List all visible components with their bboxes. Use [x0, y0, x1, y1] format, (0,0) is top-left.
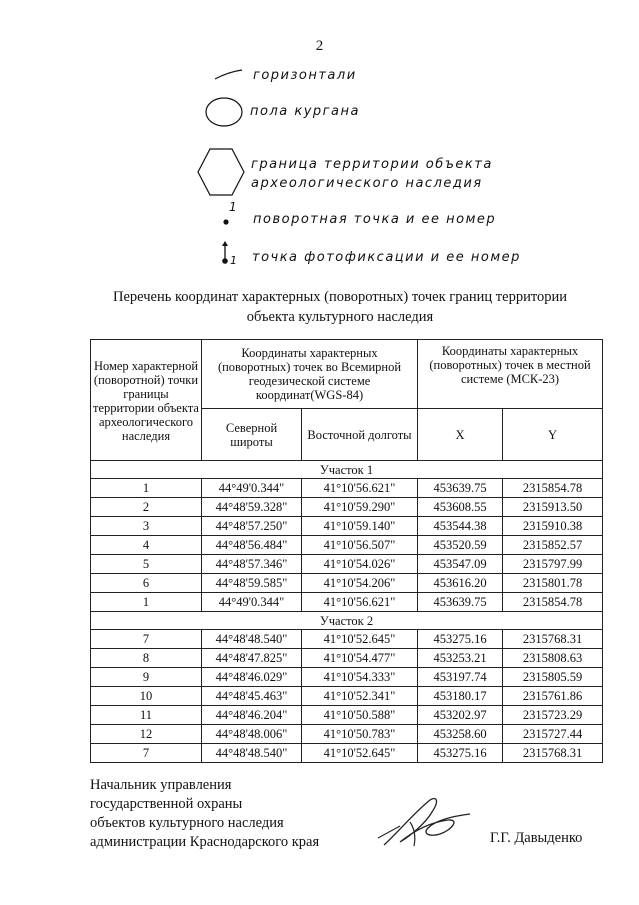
legend-item-turning-point [0, 200, 639, 240]
cell-point-number: 10 [91, 687, 202, 706]
cell-east-longitude: 41°10'56.621" [302, 479, 418, 498]
table-row [91, 725, 603, 744]
cell-point-number: 4 [91, 536, 202, 555]
section-row [91, 612, 603, 630]
section-title: Участок 1 [91, 461, 603, 479]
table-row [91, 536, 603, 555]
cell-y: 2315913.50 [503, 498, 603, 517]
legend-label-contours: горизонтали [253, 68, 357, 83]
cell-east-longitude: 41°10'50.588" [302, 706, 418, 725]
section-title: Участок 2 [91, 612, 603, 630]
cell-x: 453202.97 [418, 706, 503, 725]
signer-name: Г.Г. Давыденко [490, 830, 583, 846]
table-row [91, 630, 603, 649]
cell-point-number: 1 [91, 479, 202, 498]
table-row [91, 687, 603, 706]
cell-east-longitude: 41°10'59.140" [302, 517, 418, 536]
cell-x: 453616.20 [418, 574, 503, 593]
cell-x: 453520.59 [418, 536, 503, 555]
cell-x: 453197.74 [418, 668, 503, 687]
hexagon-boundary-icon [0, 145, 639, 200]
cell-east-longitude: 41°10'52.645" [302, 630, 418, 649]
cell-x: 453608.55 [418, 498, 503, 517]
turning-point-number: 1 [229, 200, 237, 214]
table-row [91, 744, 603, 763]
header-point-number: Номер характерной (поворотной) точки границы территории объекта археологического наследия [91, 340, 202, 461]
signer-title-line-4: администрации Краснодарского края [90, 834, 320, 850]
cell-north-latitude: 44°48'57.346" [202, 555, 302, 574]
section-row [91, 461, 603, 479]
cell-east-longitude: 41°10'56.507" [302, 536, 418, 555]
table-row [91, 649, 603, 668]
legend-label-mound: пола кургана [250, 104, 360, 119]
cell-north-latitude: 44°48'59.585" [202, 574, 302, 593]
cell-point-number: 1 [91, 593, 202, 612]
cell-point-number: 5 [91, 555, 202, 574]
table-header-row [91, 340, 603, 409]
cell-east-longitude: 41°10'54.026" [302, 555, 418, 574]
handwritten-signature [370, 790, 480, 855]
cell-x: 453253.21 [418, 649, 503, 668]
coordinates-table [90, 339, 603, 763]
cell-x: 453275.16 [418, 744, 503, 763]
signer-title-line-1: Начальник управления [90, 777, 232, 793]
cell-y: 2315852.57 [503, 536, 603, 555]
cell-north-latitude: 44°49'0.344" [202, 593, 302, 612]
cell-x: 453639.75 [418, 479, 503, 498]
cell-north-latitude: 44°48'46.204" [202, 706, 302, 725]
cell-north-latitude: 44°48'48.540" [202, 744, 302, 763]
legend-label-boundary-1: граница территории объекта [251, 157, 493, 172]
cell-y: 2315768.31 [503, 630, 603, 649]
cell-north-latitude: 44°48'48.006" [202, 725, 302, 744]
legend-label-photo-point: точка фотофиксации и ее номер [252, 250, 521, 265]
table-row [91, 574, 603, 593]
caption-line-1: Перечень координат характерных (поворотных) точек границ территории [112, 289, 568, 305]
page-number: 2 [315, 38, 324, 54]
cell-point-number: 7 [91, 630, 202, 649]
cell-north-latitude: 44°48'47.825" [202, 649, 302, 668]
cell-north-latitude: 44°48'46.029" [202, 668, 302, 687]
cell-x: 453547.09 [418, 555, 503, 574]
signer-title-line-2: государственной охраны [90, 796, 243, 812]
legend-label-boundary-2: археологического наследия [251, 176, 483, 191]
cell-east-longitude: 41°10'56.621" [302, 593, 418, 612]
cell-y: 2315808.63 [503, 649, 603, 668]
table-row [91, 479, 603, 498]
header-east: Восточной долготы [302, 409, 418, 461]
header-msk-group: Координаты характерных (поворотных) точек в местной системе (МСК-23) [418, 340, 603, 409]
cell-x: 453275.16 [418, 630, 503, 649]
cell-y: 2315797.99 [503, 555, 603, 574]
cell-point-number: 2 [91, 498, 202, 517]
cell-y: 2315910.38 [503, 517, 603, 536]
cell-east-longitude: 41°10'54.333" [302, 668, 418, 687]
legend-label-turning-point: поворотная точка и ее номер [253, 212, 497, 227]
cell-point-number: 6 [91, 574, 202, 593]
cell-x: 453180.17 [418, 687, 503, 706]
table-row [91, 593, 603, 612]
cell-point-number: 12 [91, 725, 202, 744]
table-row [91, 517, 603, 536]
cell-point-number: 7 [91, 744, 202, 763]
table-row [91, 555, 603, 574]
cell-point-number: 9 [91, 668, 202, 687]
table-row [91, 498, 603, 517]
legend-item-boundary [0, 145, 639, 200]
cell-east-longitude: 41°10'54.477" [302, 649, 418, 668]
cell-point-number: 3 [91, 517, 202, 536]
cell-y: 2315723.29 [503, 706, 603, 725]
cell-north-latitude: 44°48'48.540" [202, 630, 302, 649]
cell-point-number: 8 [91, 649, 202, 668]
cell-east-longitude: 41°10'52.341" [302, 687, 418, 706]
header-y: Y [503, 409, 603, 461]
caption-line-2: объекта культурного наследия [246, 309, 434, 325]
cell-east-longitude: 41°10'52.645" [302, 744, 418, 763]
cell-y: 2315801.78 [503, 574, 603, 593]
table-row [91, 668, 603, 687]
table-body [91, 461, 603, 763]
cell-y: 2315727.44 [503, 725, 603, 744]
header-x: X [418, 409, 503, 461]
cell-y: 2315854.78 [503, 593, 603, 612]
header-wgs-group: Координаты характерных (поворотных) точек во Всемирной геодезической системе координат(WGS-84) [202, 340, 418, 409]
cell-north-latitude: 44°48'59.328" [202, 498, 302, 517]
table-row [91, 706, 603, 725]
cell-point-number: 11 [91, 706, 202, 725]
signer-title-line-3: объектов культурного наследия [90, 815, 284, 831]
table-caption [60, 287, 620, 327]
cell-east-longitude: 41°10'54.206" [302, 574, 418, 593]
cell-north-latitude: 44°48'45.463" [202, 687, 302, 706]
cell-y: 2315761.86 [503, 687, 603, 706]
cell-y: 2315805.59 [503, 668, 603, 687]
cell-x: 453258.60 [418, 725, 503, 744]
cell-x: 453639.75 [418, 593, 503, 612]
legend-item-photo-point [0, 240, 639, 280]
photo-point-number: 1 [230, 254, 237, 267]
cell-north-latitude: 44°48'57.250" [202, 517, 302, 536]
header-north: Северной широты [202, 409, 302, 461]
signature-block [90, 776, 319, 852]
cell-y: 2315854.78 [503, 479, 603, 498]
cell-y: 2315768.31 [503, 744, 603, 763]
cell-east-longitude: 41°10'59.290" [302, 498, 418, 517]
cell-east-longitude: 41°10'50.783" [302, 725, 418, 744]
legend-item-mound [0, 95, 639, 135]
cell-north-latitude: 44°49'0.344" [202, 479, 302, 498]
cell-x: 453544.38 [418, 517, 503, 536]
cell-north-latitude: 44°48'56.484" [202, 536, 302, 555]
